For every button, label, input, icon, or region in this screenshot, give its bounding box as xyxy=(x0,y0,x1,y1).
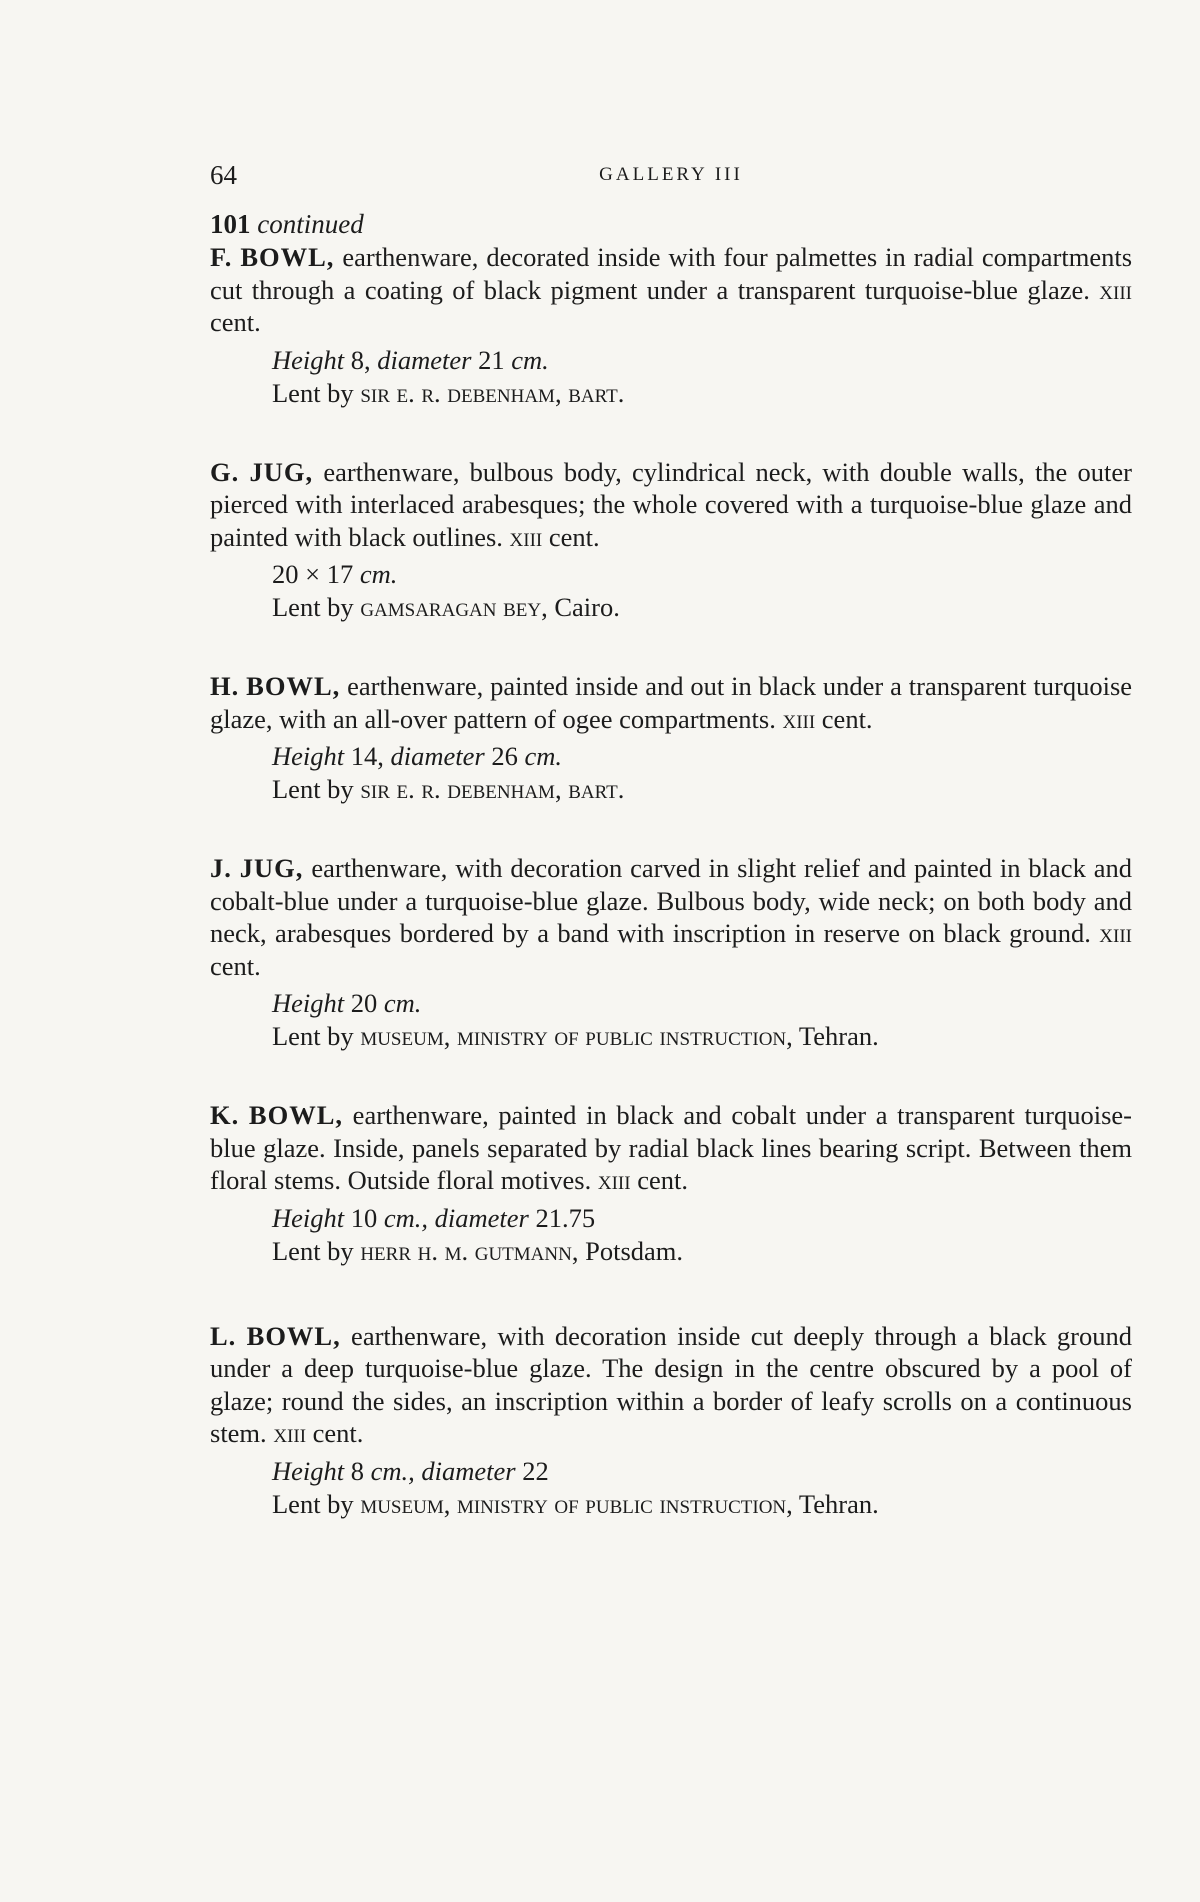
lender-name: sir e. r. debenham, bart. xyxy=(360,377,625,408)
lent-suffix: Tehran. xyxy=(792,1021,879,1051)
lent-suffix: Tehran. xyxy=(792,1488,879,1519)
dims-value: 10 xyxy=(344,1202,384,1233)
lent-prefix: Lent by xyxy=(272,377,361,408)
dims-label: diameter xyxy=(421,1455,516,1486)
lent-prefix: Lent by xyxy=(272,774,361,804)
entry-lender xyxy=(210,591,1132,624)
entry-text: earthenware, with decoration inside cut deeply through a black ground under a deep turquoise-blue glaze. The design in the centre obscured by a pool of glaze; round the sides, an inscription within a border of leafy scrolls on a continuous stem. xyxy=(210,1320,1132,1448)
lent-prefix: Lent by xyxy=(272,1488,361,1519)
lender-name: museum, ministry of public instruction, xyxy=(360,1488,793,1519)
entry-description xyxy=(210,1320,1132,1450)
entry-century-suffix: cent. xyxy=(210,307,261,337)
entry-letter: G. xyxy=(210,456,240,487)
dims-unit: cm. xyxy=(511,344,549,375)
entry-century-suffix: cent. xyxy=(630,1165,688,1195)
dims-unit: cm., xyxy=(370,1455,422,1486)
page-header xyxy=(210,160,1132,192)
entry-dimensions xyxy=(210,1455,1132,1488)
entry-description xyxy=(210,241,1132,339)
entry-century: xiii xyxy=(782,703,816,734)
entry-dimensions xyxy=(210,558,1132,591)
entry-object: BOWL, xyxy=(248,1100,344,1130)
dims-label: Height xyxy=(272,1202,345,1233)
entry-letter: K. xyxy=(210,1100,240,1130)
lent-prefix: Lent by xyxy=(272,592,361,622)
entry-text: earthenware, decorated inside with four palmettes in radial compartments cut through a coating of black pigment under a transparent turquoise-blue glaze. xyxy=(210,242,1133,305)
dims-value: 20 xyxy=(344,988,384,1018)
entry-dimensions xyxy=(210,740,1132,773)
dims-unit: cm., xyxy=(383,1202,435,1233)
dims-value: 8 xyxy=(344,1455,371,1486)
lender-name: herr h. m. gutmann, xyxy=(360,1235,579,1266)
dims-value: 21 xyxy=(471,344,512,375)
entry-letter: L. xyxy=(210,1320,237,1351)
catalogue-entry xyxy=(210,1099,1132,1268)
entry-letter: H. xyxy=(210,671,240,701)
entry-century-suffix: cent. xyxy=(815,703,873,734)
section-label xyxy=(210,208,1132,241)
entry-dimensions xyxy=(210,1202,1132,1235)
entry-description xyxy=(210,1099,1132,1197)
dims-value: 22 xyxy=(515,1455,549,1486)
entry-century: xiii xyxy=(597,1165,631,1195)
dims-value: 8, xyxy=(344,344,378,375)
running-head: GALLERY III xyxy=(599,164,743,185)
entry-century: xiii xyxy=(273,1418,307,1448)
lender-name: gamsaragan bey, xyxy=(360,592,548,622)
dims-label: diameter xyxy=(390,741,485,771)
lent-suffix: Cairo. xyxy=(547,592,620,622)
entry-letter: J. xyxy=(210,853,232,883)
dims-unit: cm. xyxy=(359,559,398,589)
entry-text: earthenware, painted in black and cobalt under a transparent turquoise-blue glaze. Inside, panels separated by radial black lines bearing script. Between them floral stems. Outside floral motives. xyxy=(210,1100,1132,1195)
dims-label: diameter xyxy=(434,1202,529,1233)
catalogue-entry xyxy=(210,852,1132,1053)
entry-lender xyxy=(210,1020,1132,1053)
dims-value: 20 × 17 xyxy=(272,559,360,589)
dims-label: Height xyxy=(272,741,345,771)
dims-label: Height xyxy=(272,988,345,1018)
entry-object: BOWL, xyxy=(240,242,335,272)
catalogue-entry xyxy=(210,670,1132,806)
dims-label: Height xyxy=(272,1455,345,1486)
dims-label: Height xyxy=(272,344,345,375)
entry-object: JUG, xyxy=(249,456,314,487)
catalogue-entry xyxy=(210,241,1132,410)
entry-century: xiii xyxy=(1099,274,1132,305)
entry-century: xiii xyxy=(1099,918,1132,948)
entry-object: BOWL, xyxy=(246,1320,341,1351)
entry-century-suffix: cent. xyxy=(210,950,261,981)
entry-text: earthenware, with decoration carved in slight relief and painted in black and cobalt-blue under a turquoise-blue glaze. Bulbous body, wide neck; on both body and neck, arabesques bordered by a band with inscription in reserve on black ground. xyxy=(210,853,1133,948)
entry-dimensions xyxy=(210,987,1132,1020)
lent-suffix: Potsdam. xyxy=(578,1235,684,1266)
entry-lender xyxy=(210,1488,1132,1521)
entry-dimensions xyxy=(210,344,1132,377)
lent-prefix: Lent by xyxy=(272,1021,361,1051)
entry-text: earthenware, bulbous body, cylindrical neck, with double walls, the outer pierced with interlaced arabesques; the whole covered with a turquoise-blue glaze and painted with black outlines. xyxy=(210,456,1133,552)
entry-lender xyxy=(210,1235,1132,1268)
dims-unit: cm. xyxy=(383,988,422,1018)
dims-unit: cm. xyxy=(524,741,562,771)
entry-description xyxy=(210,456,1132,554)
lent-prefix: Lent by xyxy=(272,1235,361,1266)
catalogue-entry xyxy=(210,456,1132,625)
entry-century-suffix: cent. xyxy=(306,1418,364,1448)
lender-name: sir e. r. debenham, bart. xyxy=(360,774,625,804)
page-number: 64 xyxy=(210,160,237,190)
entry-century-suffix: cent. xyxy=(542,521,600,552)
entry-century: xiii xyxy=(509,521,543,552)
entry-lender xyxy=(210,773,1132,806)
entry-lender xyxy=(210,377,1132,410)
page-body xyxy=(210,208,1132,1521)
entry-letter: F. xyxy=(210,242,233,272)
dims-value: 21.75 xyxy=(528,1202,596,1233)
section-number: 101 xyxy=(210,209,251,239)
entry-description xyxy=(210,852,1132,982)
dims-value: 14, xyxy=(344,741,391,771)
dims-value: 26 xyxy=(484,741,525,771)
entry-text: earthenware, painted inside and out in black under a transparent turquoise glaze, with an all-over pattern of ogee compartments. xyxy=(210,671,1133,734)
catalogue-entry xyxy=(210,1320,1132,1521)
entry-description xyxy=(210,670,1132,735)
dims-label: diameter xyxy=(377,344,472,375)
section-continued: continued xyxy=(257,209,364,239)
lender-name: museum, ministry of public instruction, xyxy=(360,1021,793,1051)
entry-object: JUG, xyxy=(239,853,304,883)
entry-object: BOWL, xyxy=(246,671,341,701)
